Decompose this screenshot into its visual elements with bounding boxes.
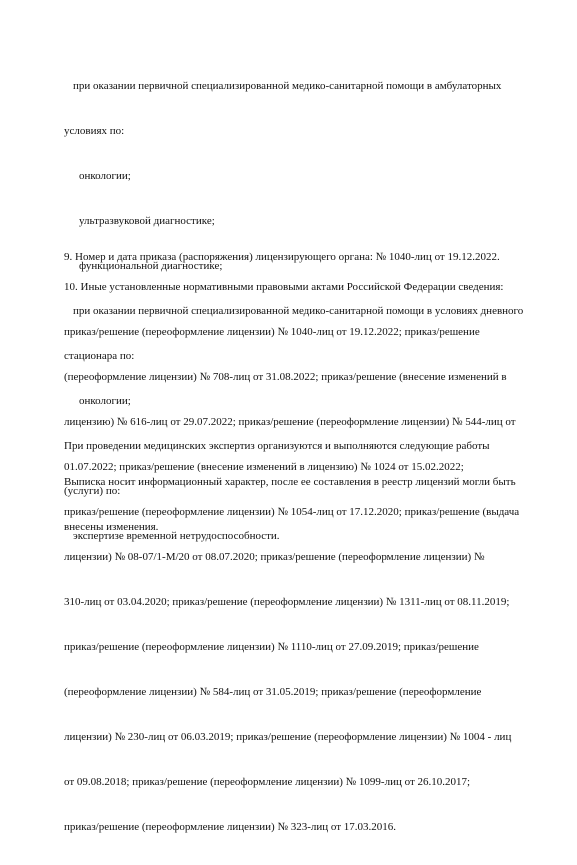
- activity-item: онкологии;: [79, 170, 131, 182]
- activity-line: стационара по:: [64, 350, 135, 362]
- activity-item: экспертизе временной нетрудоспособности.: [73, 530, 280, 542]
- activity-item: онкологии;: [79, 395, 131, 407]
- section-10-line: от 09.08.2018; приказ/решение (переоформление лицензии) № 1099-лиц от 26.10.2017;: [64, 776, 471, 788]
- order-number-paragraph: 9. Номер и дата приказа (распоряжения) лицензирующего органа: № 1040-лиц от 19.12.2022.: [64, 251, 500, 263]
- section-10-line: лицензию) № 616-лиц от 29.07.2022; приказ/решение (переоформление лицензии) № 544-лиц от: [64, 416, 516, 428]
- activity-item: ультразвуковой диагностике;: [79, 215, 215, 227]
- activity-line: При проведении медицинских экспертиз организуются и выполняются следующие работы: [64, 440, 490, 452]
- activity-item: функциональной диагностике;: [79, 260, 223, 272]
- disclaimer-note: [64, 445, 542, 565]
- section-10-line: приказ/решение (переоформление лицензии) № 1054-лиц от 17.12.2020; приказ/решение (выдача: [64, 506, 520, 518]
- section-10-line: (переоформление лицензии) № 584-лиц от 31.05.2019; приказ/решение (переоформление: [64, 686, 482, 698]
- section-10-line: лицензии) № 230-лиц от 06.03.2019; приказ/решение (переоформление лицензии) № 1004 - лиц: [64, 731, 512, 743]
- activity-line: при оказании первичной специализированной медико-санитарной помощи в амбулаторных: [73, 80, 502, 92]
- section-10-line: лицензии) № 08-07/1-М/20 от 08.07.2020; приказ/решение (переоформление лицензии) №: [64, 551, 485, 563]
- section-10-line: (переоформление лицензии) № 708-лиц от 31.08.2022; приказ/решение (внесение изменений в: [64, 371, 507, 383]
- disclaimer-line: Выписка носит информационный характер, после ее составления в реестр лицензий могли быть: [64, 476, 516, 488]
- section-10-line: приказ/решение (переоформление лицензии) № 323-лиц от 17.03.2016.: [64, 821, 397, 833]
- activity-line: (услуги) по:: [64, 485, 121, 497]
- section-10-line: 10. Иные установленные нормативными правовыми актами Российской Федерации сведения:: [64, 281, 504, 293]
- section-10-line: 310-лиц от 03.04.2020; приказ/решение (переоформление лицензии) № 1311-лиц от 08.11.2019;: [64, 596, 510, 608]
- section-10-line: приказ/решение (переоформление лицензии) № 1040-лиц от 19.12.2022; приказ/решение: [64, 326, 480, 338]
- disclaimer-line: внесены изменения.: [64, 521, 159, 533]
- section-10-line: приказ/решение (переоформление лицензии) № 1110-лиц от 27.09.2019; приказ/решение: [64, 641, 479, 653]
- activity-line: при оказании первичной специализированной медико-санитарной помощи в условиях дневного: [73, 305, 524, 317]
- activity-line: условиях по:: [64, 125, 125, 137]
- section-10-line: 01.07.2022; приказ/решение (внесение изменений в лицензию) № 1024 от 15.02.2022;: [64, 461, 464, 473]
